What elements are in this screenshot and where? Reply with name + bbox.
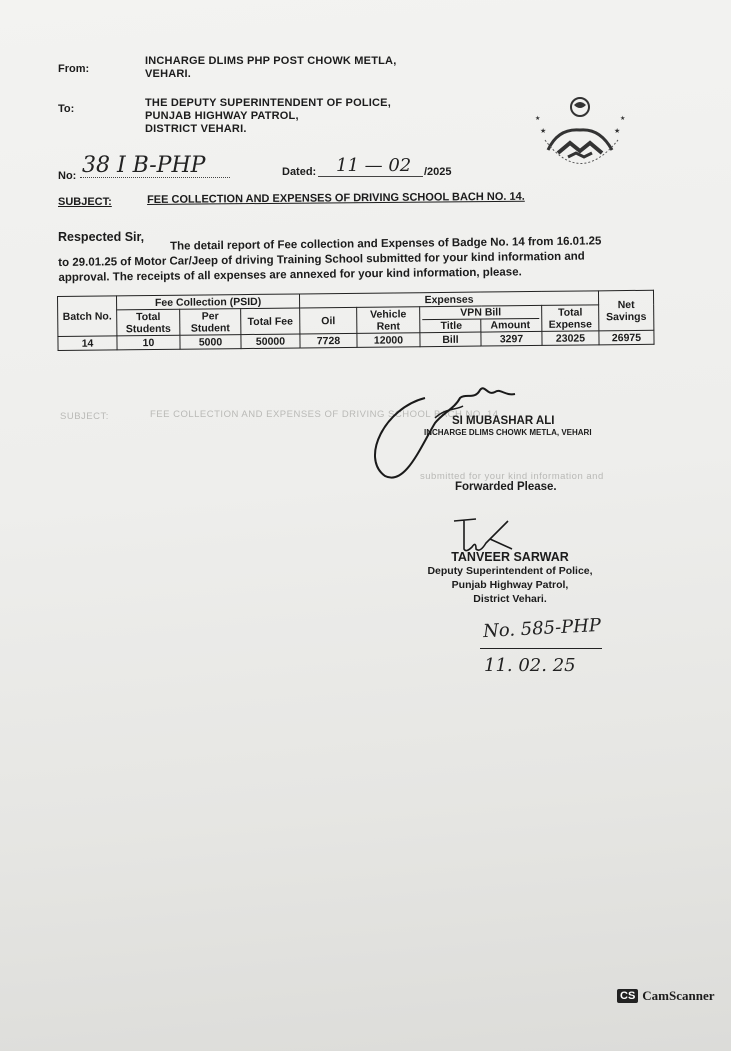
camscanner-label: CamScanner — [642, 988, 715, 1003]
th-amount: Amount — [490, 319, 531, 332]
signatory-2-line-1: Deputy Superintendent of Police, — [427, 565, 593, 577]
th-total-fee: Total Fee — [241, 308, 300, 335]
cell-amount: 3297 — [481, 331, 542, 346]
svg-text:★: ★ — [620, 116, 626, 122]
from-line-1: INCHARGE DLIMS PHP POST CHOWK METLA, — [145, 55, 397, 67]
no-label: No: — [58, 170, 77, 182]
th-net-savings: Net Savings — [598, 290, 653, 331]
to-line-3: DISTRICT VEHARI. — [145, 123, 247, 135]
from-line-2: VEHARI. — [145, 68, 192, 80]
forwarded-text: Forwarded Please. — [455, 481, 557, 493]
endorsement-underline — [480, 648, 602, 649]
th-total-expense: Total Expense — [542, 305, 599, 332]
th-expenses: Expenses — [299, 291, 598, 308]
th-vpn-bill — [420, 305, 542, 332]
from-address — [145, 55, 396, 81]
signatory-2-line-3: District Vehari. — [473, 593, 547, 605]
th-vpn-subheaders — [422, 319, 539, 332]
cell-total-students: 10 — [117, 335, 180, 350]
cell-vehicle-rent: 12000 — [357, 333, 420, 348]
subject-label: SUBJECT: — [58, 196, 112, 208]
signatory-2-block — [410, 550, 610, 606]
to-address — [145, 97, 391, 136]
cell-oil: 7728 — [300, 333, 357, 348]
cell-per-student: 5000 — [180, 335, 241, 350]
number-underline — [80, 177, 230, 178]
signatory-1-designation: INCHARGE DLIMS CHOWK METLA, VEHARI — [424, 428, 592, 437]
seal-star-right: ★ — [614, 128, 621, 135]
dsp-signature-icon — [450, 515, 520, 555]
subject-text: FEE COLLECTION AND EXPENSES OF DRIVING SCHOOL BACH NO. 14. — [147, 190, 525, 206]
date-underline — [318, 176, 423, 177]
cell-batch: 14 — [58, 336, 117, 351]
signatory-1-name: SI MUBASHAR ALI — [452, 415, 555, 427]
body-line-2: to 29.01.25 of Motor Car/Jeep of driving Training School submitted for your kind information and — [58, 250, 585, 269]
cell-total-fee: 50000 — [241, 334, 300, 349]
camscanner-watermark — [617, 988, 731, 1004]
dated-label: Dated: — [282, 166, 317, 178]
cell-net-savings: 26975 — [599, 330, 654, 345]
letter-body — [58, 234, 659, 286]
body-line-1: The detail report of Fee collection and Expenses of Badge No. 14 from 16.01.25 — [170, 235, 602, 253]
ghost-subject-label: SUBJECT: — [60, 411, 109, 422]
endorsement-date: 11. 02. 25 — [484, 655, 576, 676]
th-batch: Batch No. — [58, 296, 117, 337]
seal-star-left: ★ — [540, 128, 547, 135]
to-label: To: — [58, 103, 75, 115]
th-total-students: Total Students — [117, 309, 180, 336]
handshake-seal-icon — [530, 95, 635, 185]
cell-total-expense: 23025 — [542, 331, 599, 346]
to-line-2: PUNJAB HIGHWAY PATROL, — [145, 110, 299, 122]
th-title: Title — [422, 320, 481, 333]
endorsement-number: No. 585-PHP — [482, 614, 602, 643]
th-fee-collection: Fee Collection (PSID) — [117, 294, 300, 310]
th-per-student: Per Student — [180, 309, 241, 336]
to-line-1: THE DEPUTY SUPERINTENDENT OF POLICE, — [145, 97, 391, 109]
handwritten-number: 38 I B-PHP — [82, 153, 206, 178]
ghost-body-fragment: submitted for your kind information and — [420, 471, 604, 482]
cell-title: Bill — [420, 332, 481, 347]
signatory-2-line-2: Punjab Highway Patrol, — [451, 579, 569, 591]
fee-expenses-table — [57, 290, 655, 351]
handwritten-date: 11 — 02 — [336, 155, 412, 176]
ghost-subject-text: FEE COLLECTION AND EXPENSES OF DRIVING SCHOOL BACH NO. 14 — [150, 409, 499, 420]
dated-year: /2025 — [424, 166, 452, 178]
th-vpn-bill-label: VPN Bill — [422, 306, 539, 320]
camscanner-logo-icon: CS — [617, 989, 638, 1003]
from-label: From: — [58, 63, 90, 75]
th-oil: Oil — [300, 307, 357, 334]
th-vehicle-rent: Vehicle Rent — [357, 307, 420, 334]
body-line-3: approval. The receipts of all expenses are annexed for your kind information, please. — [58, 266, 522, 284]
svg-text:★: ★ — [535, 116, 541, 122]
signatory-2-name: TANVEER SARWAR — [451, 550, 569, 564]
salutation: Respected Sir, — [58, 230, 145, 244]
php-seal-logo — [530, 95, 635, 185]
